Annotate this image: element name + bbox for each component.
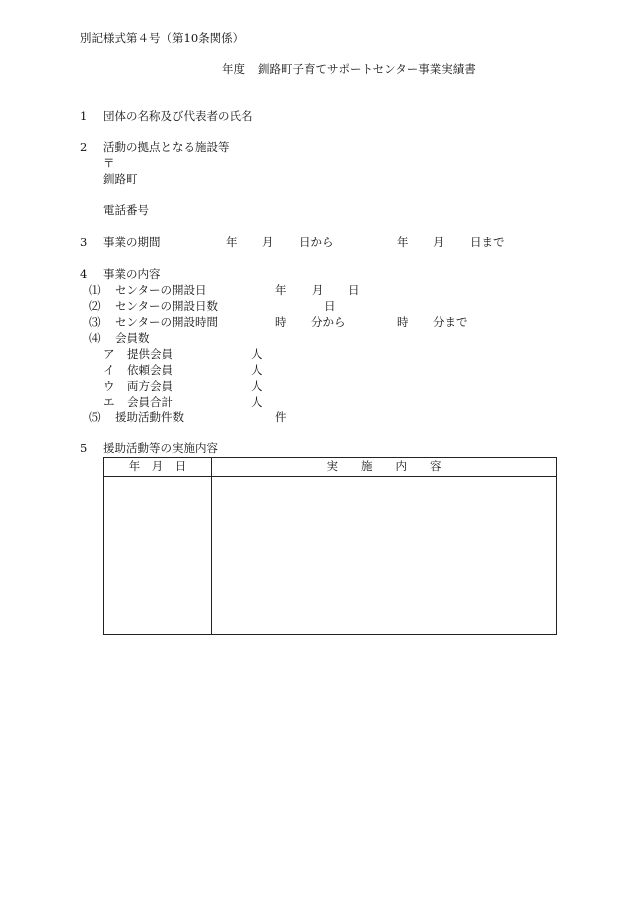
item-2-number: ⑵	[89, 299, 101, 313]
section-4-label: 事業の内容	[103, 267, 161, 281]
town-name: 釧路町	[103, 172, 138, 186]
member-unit: 人	[251, 395, 263, 409]
member-label: 会員合計	[127, 395, 173, 409]
item-2-label: センターの開設日数	[115, 299, 219, 313]
section-3-label: 事業の期間	[103, 235, 161, 249]
open-days-unit: 日	[324, 299, 336, 313]
member-kana: ウ	[103, 379, 115, 393]
section-5-number: 5	[80, 441, 88, 455]
period-year-from: 年	[226, 235, 238, 249]
item-3-label: センターの開設時間	[115, 315, 219, 329]
table-row	[104, 477, 557, 635]
item-5-label: 援助活動件数	[115, 410, 184, 424]
date-column-header: 年 月 日	[104, 458, 212, 477]
page-title: 釧路町子育てサポートセンター事業実績書	[258, 62, 476, 76]
item-1-label: センターの開設日	[115, 283, 207, 297]
member-label: 提供会員	[127, 347, 173, 361]
section-4-number: 4	[80, 267, 88, 281]
item-5-number: ⑸	[89, 410, 101, 424]
period-month-to: 月	[433, 235, 445, 249]
member-unit: 人	[251, 347, 263, 361]
section-5-label: 援助活動等の実施内容	[103, 441, 218, 455]
table-header-row	[104, 458, 557, 477]
phone-label: 電話番号	[103, 203, 149, 217]
period-day-to: 日まで	[470, 235, 505, 249]
date-cell[interactable]	[104, 477, 212, 635]
member-label: 両方会員	[127, 379, 173, 393]
postal-mark: 〒	[103, 156, 115, 170]
open-date-day: 日	[348, 283, 360, 297]
section-3-number: 3	[80, 235, 88, 249]
content-column-header: 実 施 内 容	[212, 458, 557, 477]
open-hour-to: 時	[397, 315, 409, 329]
period-month-from: 月	[262, 235, 274, 249]
open-date-year: 年	[275, 283, 287, 297]
member-kana: エ	[103, 395, 115, 409]
member-unit: 人	[251, 379, 263, 393]
open-hour-from: 時	[275, 315, 287, 329]
period-year-to: 年	[397, 235, 409, 249]
item-4-label: 会員数	[115, 331, 150, 345]
section-2-label: 活動の拠点となる施設等	[103, 140, 230, 154]
activity-record-table	[103, 457, 557, 635]
member-unit: 人	[251, 363, 263, 377]
open-date-month: 月	[312, 283, 324, 297]
item-3-number: ⑶	[89, 315, 101, 329]
item-1-number: ⑴	[89, 283, 101, 297]
section-2-number: 2	[80, 140, 88, 154]
open-minute-from: 分から	[311, 315, 346, 329]
support-count-unit: 件	[275, 410, 287, 424]
period-day-from: 日から	[299, 235, 334, 249]
member-label: 依頼会員	[127, 363, 173, 377]
item-4-number: ⑷	[89, 331, 101, 345]
form-number: 別記様式第４号（第10条関係）	[80, 31, 245, 45]
section-1-label: 団体の名称及び代表者の氏名	[103, 109, 253, 123]
content-cell[interactable]	[212, 477, 557, 635]
member-kana: イ	[103, 363, 115, 377]
section-1-number: 1	[80, 109, 88, 123]
member-kana: ア	[103, 347, 115, 361]
title-year-label: 年度	[222, 62, 245, 76]
open-minute-to: 分まで	[433, 315, 468, 329]
